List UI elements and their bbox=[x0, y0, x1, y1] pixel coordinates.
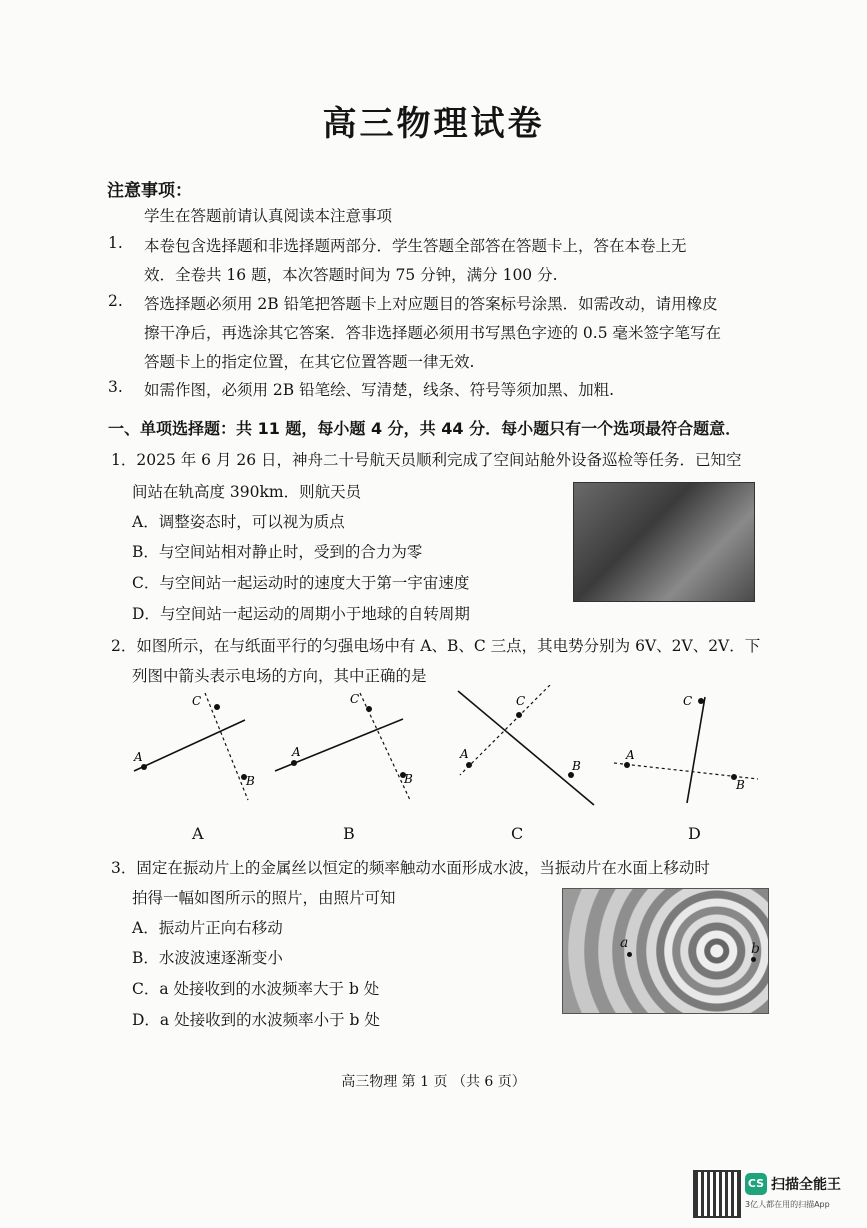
photo-label-b: b bbox=[751, 941, 760, 957]
photo-point-b bbox=[751, 957, 756, 962]
page-title: 高三物理试卷 bbox=[322, 104, 545, 144]
section-heading-single-choice: 一、单项选择题：共 11 题，每小题 4 分，共 44 分．每小题只有一个选项最符合题意． bbox=[108, 419, 742, 438]
diagram-d-label-a: A bbox=[626, 748, 635, 762]
photo-label-a: a bbox=[620, 935, 629, 951]
diagram-a-point-a bbox=[141, 764, 147, 770]
diagram-a-label-b: B bbox=[246, 774, 255, 788]
astronaut-photo bbox=[573, 482, 755, 602]
diagram-a-point-c bbox=[214, 704, 220, 710]
q3-option-c: C．a 处接收到的水波频率大于 b 处 bbox=[132, 980, 380, 998]
notice-item-2-line-3: 答题卡上的指定位置，在其它位置答题一律无效. bbox=[144, 353, 475, 371]
diagram-b-label-c: C bbox=[350, 692, 360, 706]
notice-item-1-line-2: 效．全卷共 16 题，本次答题时间为 75 分钟，满分 100 分. bbox=[144, 266, 558, 284]
q1-option-c: C．与空间站一起运动时的速度大于第一宇宙速度 bbox=[132, 574, 470, 592]
diagram-b-label-a: A bbox=[292, 745, 301, 759]
diagram-c-field-line bbox=[458, 691, 594, 805]
diagram-c-label-a: A bbox=[460, 747, 469, 761]
q3-option-d: D．a 处接收到的水波频率小于 b 处 bbox=[132, 1011, 380, 1029]
notice-item-1-line-1: 本卷包含选择题和非选择题两部分．学生答题全部答在答题卡上，答在本卷上无 bbox=[144, 237, 687, 255]
diagram-d-point-c bbox=[698, 698, 704, 704]
diagram-b-label-b: B bbox=[404, 772, 413, 786]
diagram-d-point-a bbox=[624, 762, 630, 768]
page-footer: 高三物理 第 1 页 （共 6 页） bbox=[341, 1074, 526, 1090]
q3-stem-line-2: 拍得一幅如图所示的照片，由照片可知 bbox=[132, 889, 396, 907]
diagram-a-field-line bbox=[134, 720, 245, 771]
diagram-a bbox=[133, 693, 255, 800]
q2-stem-line-2: 列图中箭头表示电场的方向，其中正确的是 bbox=[132, 667, 427, 685]
camscanner-logo: CS bbox=[745, 1173, 767, 1195]
camscanner-slogan: 3亿人都在用的扫描App bbox=[745, 1200, 830, 1209]
notice-item-3-num: 3. bbox=[108, 378, 123, 396]
notice-item-1-num: 1. bbox=[108, 234, 123, 252]
q3-stem-line-1: 3．固定在振动片上的金属丝以恒定的频率触动水面形成水波，当振动片在水面上移动时 bbox=[111, 859, 710, 877]
diagram-b bbox=[275, 692, 413, 800]
diagram-d-field-line bbox=[687, 697, 705, 803]
diagram-d-label-b: B bbox=[736, 778, 745, 792]
q2-field-diagrams bbox=[120, 685, 760, 815]
diagram-c bbox=[458, 685, 594, 805]
q2-stem-line-1: 2．如图所示，在与纸面平行的匀强电场中有 A、B、C 三点，其电势分别为 6V、2V、2V．下 bbox=[111, 637, 761, 655]
q2-figure-label-c: C bbox=[511, 824, 524, 843]
q3-option-a: A．振动片正向右移动 bbox=[132, 919, 283, 937]
diagram-c-point-a bbox=[466, 762, 472, 768]
notice-intro: 学生在答题前请认真阅读本注意事项 bbox=[144, 207, 393, 225]
diagram-d-label-c: C bbox=[683, 694, 693, 708]
q1-option-d: D．与空间站一起运动的周期小于地球的自转周期 bbox=[132, 605, 470, 623]
camscanner-name: 扫描全能王 bbox=[771, 1177, 841, 1193]
notice-heading: 注意事项： bbox=[107, 181, 192, 201]
diagram-c-point-c bbox=[516, 712, 522, 718]
diagram-c-label-b: B bbox=[572, 759, 581, 773]
water-wave-photo bbox=[562, 888, 769, 1014]
qr-code-icon bbox=[693, 1170, 741, 1218]
diagram-b-point-a bbox=[291, 760, 297, 766]
q3-option-b: B．水波波速逐渐变小 bbox=[132, 949, 283, 967]
diagram-a-label-c: C bbox=[192, 694, 202, 708]
diagram-a-equipotential bbox=[205, 693, 248, 800]
diagram-a-label-a: A bbox=[134, 750, 143, 764]
q2-figure-label-b: B bbox=[343, 824, 355, 843]
q2-figure-label-a: A bbox=[192, 824, 204, 843]
diagram-d bbox=[614, 694, 758, 803]
diagram-c-label-c: C bbox=[516, 694, 526, 708]
notice-item-3-line-1: 如需作图，必须用 2B 铅笔绘、写清楚，线条、符号等须加黑、加粗. bbox=[144, 381, 615, 399]
notice-item-2-line-2: 擦干净后，再选涂其它答案．答非选择题必须用书写黑色字迹的 0.5 毫米签字笔写在 bbox=[144, 324, 722, 342]
q1-stem-line-1: 1．2025 年 6 月 26 日，神舟二十号航天员顺利完成了空间站舱外设备巡检等任务．已知空 bbox=[111, 451, 742, 469]
photo-point-a bbox=[627, 952, 632, 957]
q2-figure-label-d: D bbox=[688, 824, 701, 843]
notice-item-2-num: 2. bbox=[108, 292, 123, 310]
q1-option-b: B．与空间站相对静止时，受到的合力为零 bbox=[132, 543, 423, 561]
q1-stem-line-2: 间站在轨高度 390km．则航天员 bbox=[132, 483, 362, 501]
notice-item-2-line-1: 答选择题必须用 2B 铅笔把答题卡上对应题目的答案标号涂黑．如需改动，请用橡皮 bbox=[144, 295, 718, 313]
q1-option-a: A．调整姿态时，可以视为质点 bbox=[132, 513, 345, 531]
diagram-b-point-c bbox=[366, 706, 372, 712]
